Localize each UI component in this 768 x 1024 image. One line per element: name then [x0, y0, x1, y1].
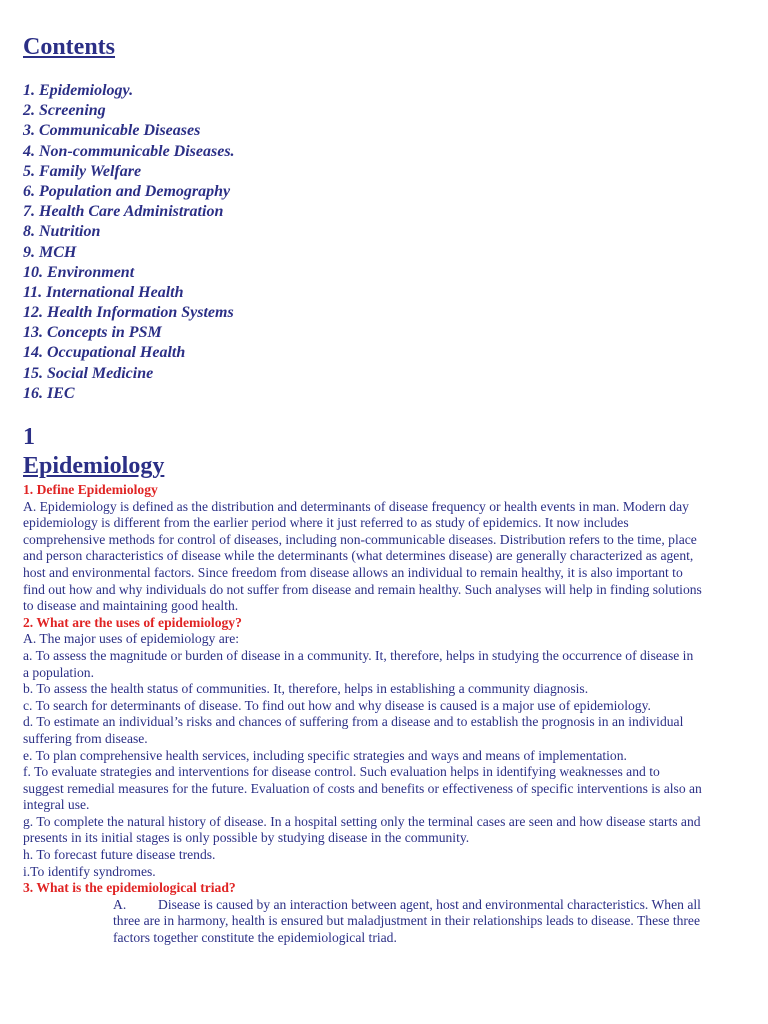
text-line: g. To complete the natural history of disease. In a hospital setting only the terminal cases are seen and how disease starts and: [23, 813, 701, 829]
answer-paragraph: [23, 897, 702, 947]
question-heading: 3. What is the epidemiological triad?: [23, 880, 236, 896]
text-line: integral use.: [23, 797, 90, 813]
toc-item: 7. Health Care Administration: [23, 203, 224, 221]
text-line: [113, 930, 702, 947]
text-line: b. To assess the health status of communities. It, therefore, helps in establishing a community diagnosis.: [23, 681, 589, 697]
answer-label: A.: [113, 896, 127, 912]
text-line: host and environmental factors. Since freedom from disease allows an individual to remain healthy, it is also important to: [23, 564, 683, 580]
answer-paragraph: [23, 631, 702, 880]
answer-paragraph: [23, 499, 702, 615]
toc-item: 13. Concepts in PSM: [23, 324, 162, 342]
text-line: [113, 913, 702, 930]
text-line: f. To evaluate strategies and interventions for disease control. Such evaluation helps in identifying weaknesses and to: [23, 764, 660, 780]
text-line: d. To estimate an individual’s risks and chances of suffering from a disease and to establish the prognosis in an individual: [23, 714, 684, 730]
toc-item: 15. Social Medicine: [23, 364, 154, 382]
text-line: a. To assess the magnitude or burden of disease in a community. It, therefore, helps in studying the occurrence of disease in: [23, 647, 694, 663]
toc-item: 8. Nutrition: [23, 223, 101, 241]
text-span: factors together constitute the epidemiological triad.: [113, 930, 397, 946]
question-heading: 2. What are the uses of epidemiology?: [23, 614, 242, 630]
contents-heading: Contents: [23, 34, 116, 60]
text-line: and person characteristics of disease while the determinants (what determines disease) are generally characterized as agent,: [23, 548, 694, 564]
toc-item: 2. Screening: [23, 102, 106, 120]
text-line: c. To search for determinants of disease. To find out how and why disease is caused is a major use of epidemiology.: [23, 697, 651, 713]
text-line: to disease and maintaining good health.: [23, 598, 239, 614]
toc-item: 3. Communicable Diseases: [23, 122, 201, 140]
text-line: e. To plan comprehensive health services, including specific strategies and ways and means of implementation.: [23, 747, 627, 763]
toc-item: 9. MCH: [23, 243, 77, 261]
chapter-number: 1: [23, 424, 35, 450]
toc-item: 6. Population and Demography: [23, 182, 231, 200]
text-line: find out how and why individuals do not suffer from disease and remain healthy. Such analyses will help in finding solutions: [23, 581, 702, 597]
toc-item: 12. Health Information Systems: [23, 304, 234, 322]
table-of-contents: [23, 81, 235, 404]
text-line: suffering from disease.: [23, 730, 148, 746]
chapter-title: Epidemiology: [23, 453, 165, 479]
toc-item: 1. Epidemiology.: [23, 82, 134, 99]
toc-item: 10. Environment: [23, 263, 135, 281]
toc-item: 16. IEC: [23, 384, 75, 402]
toc-item: 5. Family Welfare: [23, 162, 142, 180]
toc-item: 11. International Health: [23, 283, 184, 301]
text-line: epidemiology is different from the earlier period where it just referred to as study of epidemics. It now includes: [23, 515, 629, 531]
question-heading: 1. Define Epidemiology: [23, 482, 158, 497]
text-span: three are in harmony, health is ensured but maladjustment in their relationships leads to disease. These three: [113, 913, 700, 929]
text-line: suggest remedial measures for the future. Evaluation of costs and benefits or effectiveness of specific interventions is also an: [23, 780, 702, 796]
text-line: presents in its initial stages is only possible by studying disease in the community.: [23, 830, 470, 846]
text-line: [113, 897, 702, 914]
toc-item: 14. Occupational Health: [23, 344, 186, 362]
toc-item: 4. Non-communicable Diseases.: [23, 142, 235, 160]
text-line: A. Epidemiology is defined as the distribution and determinants of disease frequency or health events in man. Modern day: [23, 498, 689, 514]
text-span: Disease is caused by an interaction between agent, host and environmental characteristics. When all: [158, 896, 701, 912]
chapter-body: [23, 482, 702, 947]
text-line: h. To forecast future disease trends.: [23, 847, 216, 863]
text-line: comprehensive methods for control of diseases, including non-communicable diseases. Distribution refers to the time, place: [23, 531, 697, 547]
text-line: a population.: [23, 664, 94, 680]
text-line: A. The major uses of epidemiology are:: [23, 631, 240, 647]
text-line: i.To identify syndromes.: [23, 863, 156, 879]
